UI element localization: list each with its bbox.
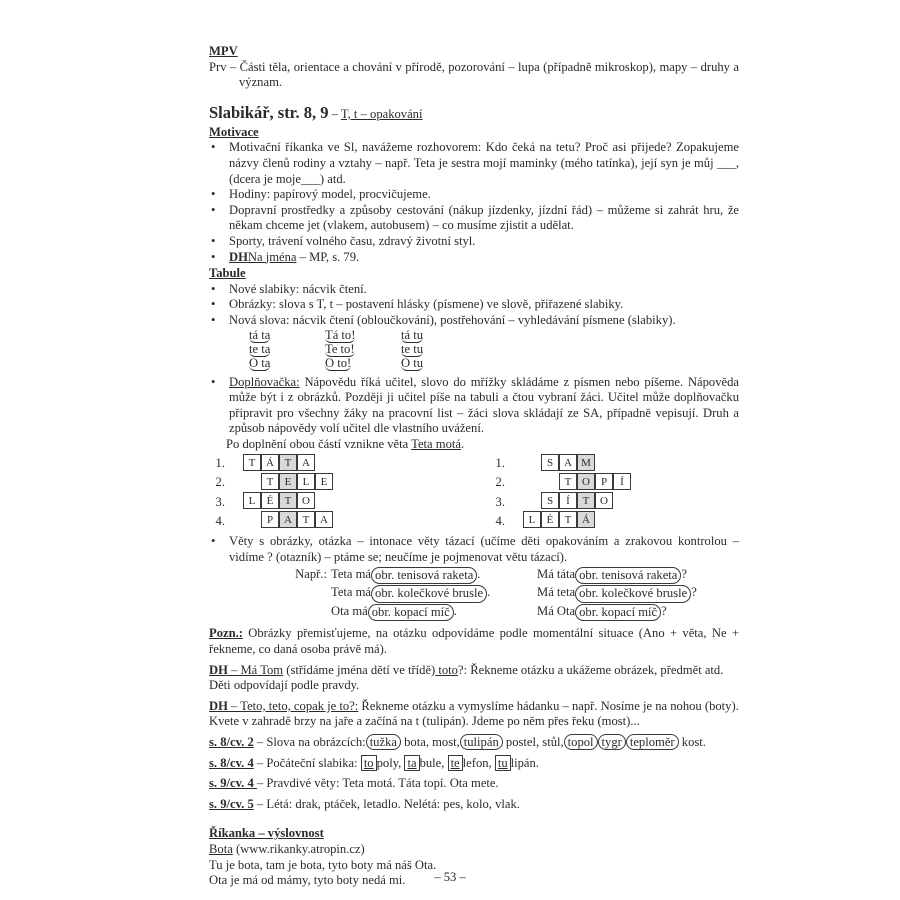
dh2-link: – Teto, teto, copak je to?: [227, 698, 359, 713]
crossword-cell: T [243, 454, 261, 471]
exercise-label: s. 8/cv. 4 [209, 755, 254, 770]
syllable-word: Te to! [325, 341, 355, 356]
example-suffix: ? [681, 566, 687, 581]
syllable-box: tu [495, 755, 511, 771]
result-suffix: . [460, 436, 465, 451]
crossword-row-number: 3. [495, 495, 505, 510]
crossword-cell: Í [559, 492, 577, 509]
crossword-row-number: 2. [215, 475, 225, 490]
crossword-cell: L [523, 511, 541, 528]
motivace-heading: Motivace [209, 124, 259, 139]
syllable-word: Tá to! [325, 327, 356, 342]
circled-word: tulipán [460, 734, 503, 750]
mpv-text: Prv – Části těla, orientace a chování v přírodě, pozorování – lupa (případně mikroskop), mapy – druhy a význam. [209, 59, 739, 90]
exercise-1 [209, 735, 739, 751]
syllable-rest: lipán. [510, 755, 539, 770]
word: most [432, 735, 457, 749]
exercise-label: s. 8/cv. 2 [209, 735, 254, 749]
page-number: – 53 – [434, 870, 466, 884]
exercise-label: s. 9/cv. 5 [209, 796, 254, 811]
crossword-cell: É [261, 492, 279, 509]
crossword-cell: L [243, 492, 261, 509]
example-suffix: . [453, 603, 457, 618]
title-main: Slabikář, str. 8, 9 [209, 102, 329, 122]
example-label: Např.: [295, 566, 327, 581]
crossword-cell: T [279, 492, 297, 509]
crossword-cell: S [541, 492, 559, 509]
exercise-3 [209, 776, 739, 792]
examples-statements [267, 566, 537, 622]
word: kost [681, 735, 703, 749]
dh1-label: DH [209, 662, 228, 677]
dh1-rest: ?: Řekneme otázku a ukážeme obrázek, předmět atd. Děti odpovídají podle pravdy. [209, 662, 724, 693]
syllable-box: to [361, 755, 377, 771]
crossword-cell: Í [613, 473, 631, 490]
crossword-row-number: 4. [495, 514, 505, 529]
syllable-word: tá tu [401, 327, 424, 342]
crossword-cell: T [297, 511, 315, 528]
section-title [209, 103, 739, 124]
dh-label: DH [229, 249, 248, 264]
example-pill: obr. kopací míč [368, 604, 454, 622]
result-sentence: Teta motá [411, 436, 461, 451]
example-pill: obr. tenisová raketa [575, 567, 681, 585]
list-item: • Sporty, trávení volného času, zdravý životní styl. [209, 234, 739, 250]
example-suffix: ? [691, 585, 697, 600]
example-row [267, 585, 537, 603]
tabule-heading: Tabule [209, 266, 246, 281]
example-row [267, 567, 537, 585]
pozn-label: Pozn.: [209, 626, 243, 641]
doplnovacka-list [209, 375, 739, 437]
list-item: • Nová slova: nácvik čtení (obloučkování), postřehování – vyhledávání písmene (slabiky). [209, 313, 739, 329]
exercise-2 [209, 756, 739, 772]
rikanka-line: Tu je bota, tam je bota, tyto boty má náš Ota. [209, 857, 437, 872]
exercise-label: s. 9/cv. 4 [209, 776, 257, 791]
pozn-paragraph [209, 626, 739, 657]
list-item: • Věty s obrázky, otázka – intonace věty tázací (učíme děti opakováním a zrakovou kontrolou – vidíme ? (otazník) – ptáme se; neučíme je pojmenovat větu tázací). [209, 534, 739, 565]
crossword-cell: L [297, 473, 315, 490]
word: bota [404, 735, 426, 749]
syllable-column [249, 329, 325, 371]
example-row [537, 604, 697, 622]
example-prefix: Má táta [537, 566, 576, 581]
document-page [209, 44, 739, 889]
circled-word: tygr [598, 734, 626, 750]
syllable-rest: bule, [419, 755, 448, 770]
dh1-mid: (střídáme jména dětí ve třídě) [283, 662, 436, 677]
dh1-link: – Má Tom [227, 662, 284, 677]
list-item-doplnovacka [209, 375, 739, 437]
doplnovacka-text: Nápovědu říká učitel, slovo do mřížky skládáme z písmen nebo píšeme. Nápověda může být i z obrázků. Později ji učitel píše na tabuli a čtou vybraní žáci. Učitel může doplňovačku připravit pro všechny žáky na pracovní list – žáci slova skládají ze SA, případně vepisují. Druh a způsob nápovědy volí učitel dle vlastního uvážení. [229, 374, 739, 436]
crossword-cell: M [577, 454, 595, 471]
syllable-word: te tu [401, 341, 424, 356]
rikanka-title: Bota [209, 841, 233, 856]
example-pill: obr. kolečkové brusle [371, 585, 487, 603]
syllable-word: tá ta [249, 327, 271, 342]
list-item-dh [209, 250, 739, 266]
example-prefix: Má Ota [537, 603, 576, 618]
crossword-cell: T [559, 473, 577, 490]
title-dash: – [328, 106, 341, 121]
exercise-text: – Pravdivé věty: Teta motá. Táta topí. Ota mete. [256, 776, 499, 791]
crossword-cell: A [279, 511, 297, 528]
crossword-row-number: 1. [215, 456, 225, 471]
exercise-text: – Létá: drak, ptáček, letadlo. Nelétá: pes, kolo, vlak. [253, 796, 520, 811]
dh1-link2: toto [435, 662, 458, 677]
crossword-cell: O [577, 473, 595, 490]
example-suffix: . [477, 566, 481, 581]
syllable-box: ta [404, 755, 419, 771]
word-separator: , [456, 735, 460, 749]
dh2-label: DH [209, 698, 228, 713]
rikanka-line: Ota je má od mámy, tyto boty nedá mi. [209, 873, 406, 888]
crossword-row-number: 4. [215, 514, 225, 529]
example-pill: obr. kolečkové brusle [575, 585, 691, 603]
result-prefix: Po doplnění obou částí vznikne věta [226, 436, 412, 451]
example-suffix: ? [661, 603, 667, 618]
example-pill: obr. tenisová raketa [371, 567, 477, 585]
circled-word: tužka [366, 734, 401, 750]
example-prefix: Teta má [331, 566, 372, 581]
crossword-left [211, 454, 491, 532]
syllable-column [401, 329, 477, 371]
crossword-cell: S [541, 454, 559, 471]
list-item: • Obrázky: slova s T, t – postavení hlásky (písmene) ve slově, přiřazené slabiky. [209, 297, 739, 313]
title-sub: T, t – opakování [340, 106, 423, 121]
crossword-cell: A [297, 454, 315, 471]
syllable-table [249, 329, 739, 371]
crossword-cell: E [279, 473, 297, 490]
examples [209, 566, 739, 622]
circled-word: teploměr [626, 734, 679, 750]
circled-word: topol [564, 734, 598, 750]
example-label-spacer [267, 585, 331, 603]
syllable-word: O ta [249, 355, 271, 370]
crossword-cell: E [315, 473, 333, 490]
word: postel [505, 735, 536, 749]
word-separator: , [536, 735, 543, 749]
syllable-rest: poly, [376, 755, 405, 770]
crossword-cell: A [315, 511, 333, 528]
syllable-rest: lefon, [462, 755, 495, 770]
crossword-cell: P [595, 473, 613, 490]
word: stůl [542, 735, 561, 749]
exercise-intro: – Slova na obrázcích: [253, 735, 366, 749]
pozn-text: Obrázky přemisťujeme, na otázku odpovídáme podle momentální situace (Ano + věta, Ne + řekneme, co daná osoba právě má). [209, 626, 739, 657]
word-separator: . [702, 735, 706, 749]
crossword-cell: O [595, 492, 613, 509]
syllable-word: O to! [325, 355, 352, 370]
crossword-result [209, 437, 739, 453]
dh-link: Na jména [247, 249, 297, 264]
rikanka-source: (www.rikanky.atropin.cz) [232, 841, 365, 856]
syllable-word: te ta [249, 341, 271, 356]
syllable-word: O tu [401, 355, 424, 370]
list-item: • Hodiny: papírový model, procvičujeme. [209, 187, 739, 203]
syllable-column [325, 329, 401, 371]
list-item: • Nové slabiky: nácvik čtení. [209, 282, 739, 298]
dh2-paragraph [209, 699, 739, 730]
word-separator: , [560, 735, 564, 749]
rikanka-title-line [209, 842, 739, 858]
example-prefix: Teta má [331, 585, 372, 600]
example-prefix: Má teta [537, 585, 576, 600]
crossword-area [209, 454, 739, 532]
example-row [267, 604, 537, 622]
example-label-spacer [267, 604, 331, 622]
list-item: • Motivační říkanka ve Sl, navážeme rozhovorem: Kdo čeká na tetu? Proč asi přijede? Zopakujeme názvy členů rodiny a vztahy – např. Teta je sestra mojí maminky (mého tatínka), její syn je můj ___, (dcera je moje___) atd. [209, 140, 739, 187]
vety-list [209, 534, 739, 565]
example-pill: obr. kopací míč [575, 604, 661, 622]
example-row [537, 585, 697, 603]
mpv-heading: MPV [209, 44, 238, 58]
syllable-box: te [448, 755, 463, 771]
word-separator: , [425, 735, 433, 749]
exercise-4 [209, 797, 739, 813]
dh2-rest: Řekneme otázku a vymyslíme hádanku – např. Nosíme je na nohou (boty). Kvete v zahradě brzy na jaře a začíná na t (tulipán). Jdeme po něm přes řeku (most)... [209, 698, 739, 729]
crossword-cell: T [577, 492, 595, 509]
tabule-list [209, 282, 739, 329]
example-row [537, 567, 697, 585]
crossword-cell: A [559, 454, 577, 471]
exercise-words [366, 734, 706, 750]
crossword-cell: O [297, 492, 315, 509]
doplnovacka-label: Doplňovačka: [229, 374, 300, 389]
rikanka-heading: Říkanka – výslovnost [209, 826, 324, 841]
crossword-cell: T [559, 511, 577, 528]
crossword-row-number: 3. [215, 495, 225, 510]
crossword-cell: T [279, 454, 297, 471]
crossword-row-number: 2. [495, 475, 505, 490]
dh-rest: – MP, s. 79. [296, 249, 360, 264]
list-item: • Dopravní prostředky a způsoby cestování (nákup jízdenky, jízdní řád) – můžeme si zahrát hru, že někam chceme jet (vlakem, autobusem) – co musíme zjistit a udělat. [209, 203, 739, 234]
examples-questions [537, 566, 697, 622]
exercise-intro: – Počáteční slabika: [253, 755, 361, 770]
crossword-cell: Á [577, 511, 595, 528]
crossword-cell: P [261, 511, 279, 528]
crossword-cell: É [541, 511, 559, 528]
example-prefix: Ota má [331, 603, 368, 618]
crossword-cell: T [261, 473, 279, 490]
crossword-cell: Á [261, 454, 279, 471]
example-suffix: . [487, 585, 491, 600]
motivace-list [209, 140, 739, 265]
crossword-right [491, 454, 731, 532]
crossword-row-number: 1. [495, 456, 505, 471]
dh1-paragraph [209, 663, 739, 694]
